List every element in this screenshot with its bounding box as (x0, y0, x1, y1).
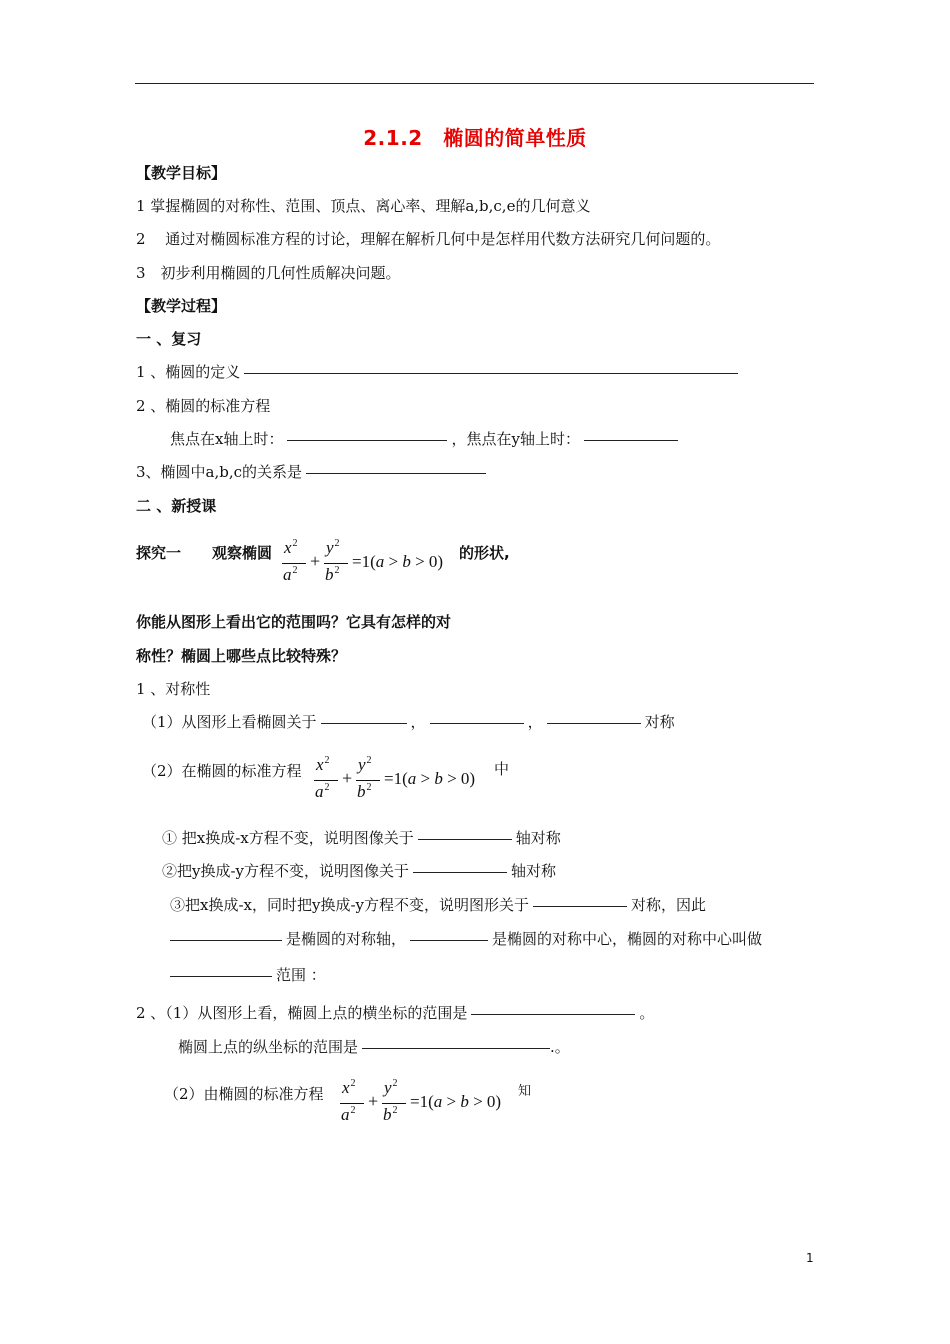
blank-c1[interactable] (418, 839, 512, 840)
foci-y-label: ，焦点在y轴上时： (451, 430, 580, 448)
symmetry-center-name: 范围 ： (170, 965, 326, 985)
range-item: 2 、（1）从图形上看，椭圆上点的横坐标的范围是 。 (136, 1004, 655, 1022)
blank-sym-3[interactable] (547, 723, 641, 724)
range-p2-label: （2）由椭圆的标准方程 (164, 1085, 324, 1103)
blank-axes[interactable] (170, 940, 282, 941)
page-number: 1 (806, 1251, 814, 1265)
explore-label: 探究一 (136, 544, 182, 562)
goal-item-1: 1 掌握椭圆的对称性、范围、顶点、离心率、理解a,b,c,e的几何意义 (136, 197, 591, 215)
ellipse-equation-2: $x^2$ $a^2$ + $y^2$ $b^2$ =1(a > b > 0) (315, 755, 476, 801)
blank-c2[interactable] (413, 872, 507, 873)
page-title: 2.1.2 椭圆的简单性质 (363, 126, 587, 150)
blank-center-name[interactable] (170, 976, 272, 977)
review-item-definition (136, 362, 742, 382)
abc-label: 3、椭圆中a,b,c的关系是 (136, 463, 303, 481)
header-rule (135, 83, 814, 84)
symmetry-p1: （1）从图形上看椭圆关于 ， ， 对称 (142, 713, 675, 731)
blank-abc[interactable] (306, 473, 486, 474)
range-y-line: 椭圆上点的纵坐标的范围是 .。 (178, 1038, 570, 1056)
goal-item-3: 3 初步利用椭圆的几何性质解决问题。 (136, 264, 401, 282)
question-line-1: 你能从图形上看出它的范围吗？它具有怎样的对 (136, 613, 452, 631)
symmetry-p2-tail: 中 (494, 760, 510, 778)
goals-heading: 【教学目标】 (136, 164, 227, 182)
explore-tail: 的形状, (459, 544, 510, 562)
review-item-abc (136, 462, 490, 482)
symmetry-p1-label: （1）从图形上看椭圆关于 (142, 713, 317, 731)
symmetry-c1: ① 把x换成-x方程不变，说明图像关于 轴对称 (162, 829, 561, 847)
goal-item-2: 2 通过对椭圆标准方程的讨论，理解在解析几何中是怎样用代数方法研究几何问题的。 (136, 230, 721, 248)
foci-x-label: 焦点在x轴上时： (170, 430, 284, 448)
review-heading: 一 、复习 (136, 330, 202, 348)
review-item-definition-label: 1 、椭圆的定义 (136, 363, 241, 381)
blank-y-range[interactable] (362, 1048, 550, 1049)
blank-x-range[interactable] (471, 1014, 635, 1015)
symmetry-heading: 1 、对称性 (136, 680, 211, 698)
symmetry-c2: ②把y换成-y方程不变，说明图像关于 轴对称 (162, 862, 557, 880)
symmetry-c3-continued: 是椭圆的对称轴， 是椭圆的对称中心，椭圆的对称中心叫做 (170, 929, 762, 949)
blank-c3[interactable] (533, 906, 627, 907)
blank-foci-y[interactable] (584, 440, 678, 441)
review-item-standard-eq: 2 、椭圆的标准方程 (136, 397, 271, 415)
new-lesson-heading: 二 、新授课 (136, 497, 217, 515)
blank-definition[interactable] (244, 373, 738, 374)
explore-text: 观察椭圆 (212, 544, 273, 562)
symmetry-p2-label: （2）在椭圆的标准方程 (142, 762, 302, 780)
range-p2-tail: 知 (518, 1084, 532, 1099)
blank-sym-2[interactable] (430, 723, 524, 724)
blank-sym-1[interactable] (321, 723, 407, 724)
question-line-2: 称性？椭圆上哪些点比较特殊？ (136, 647, 347, 665)
process-heading: 【教学过程】 (136, 297, 227, 315)
symmetry-c3: ③把x换成-x，同时把y换成-y方程不变，说明图形关于 对称，因此 (170, 896, 707, 914)
ellipse-equation-1: $x^2$ $a^2$ + $y^2$ $b^2$ =1(a > b > 0) (283, 538, 444, 584)
blank-foci-x[interactable] (287, 440, 447, 441)
review-foci-line (170, 429, 682, 449)
ellipse-equation-3: $x^2$ $a^2$ + $y^2$ $b^2$ =1(a > b > 0) (341, 1078, 502, 1124)
blank-center[interactable] (410, 940, 488, 941)
